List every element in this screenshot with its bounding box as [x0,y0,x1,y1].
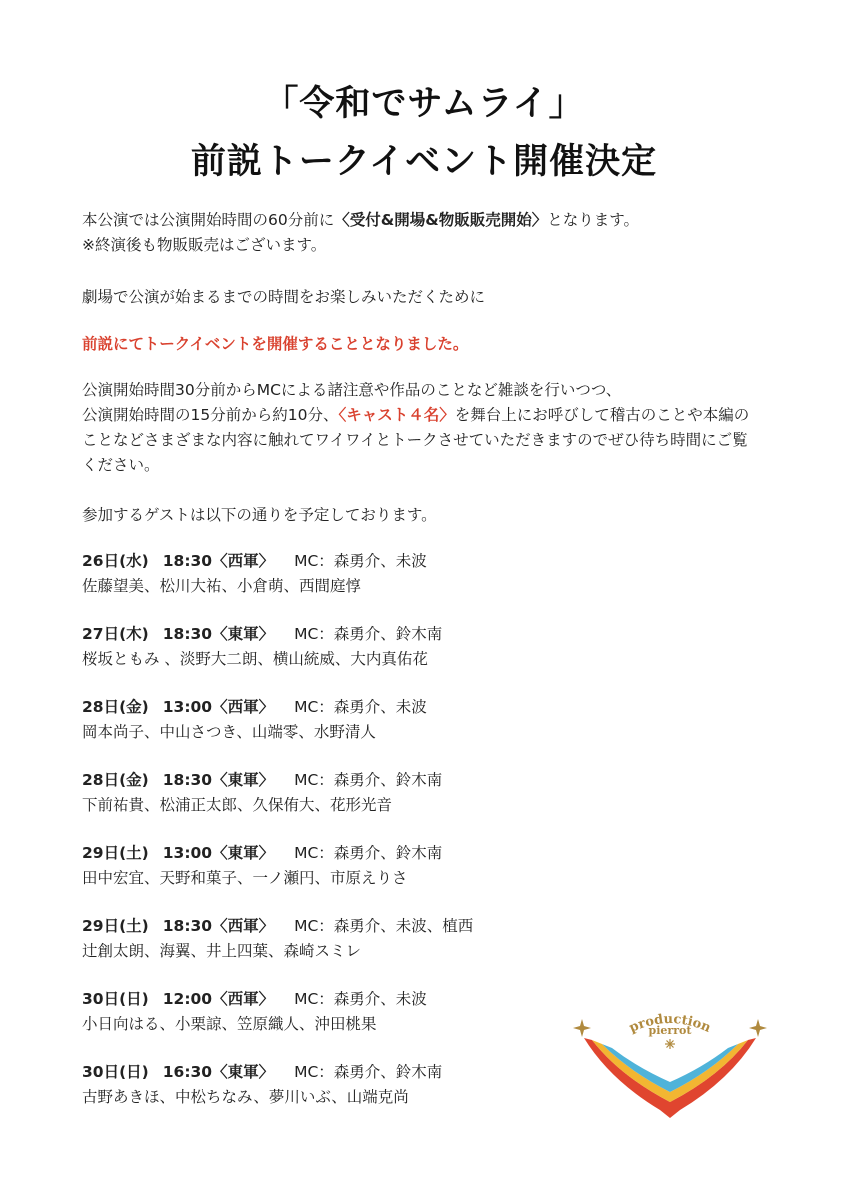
schedule-date: 29日(土) [82,844,149,862]
schedule-time: 18:30 [162,917,213,935]
cast-count-highlight: 〈キャスト４名〉 [338,406,455,424]
schedule-date: 30日(日) [82,1063,149,1081]
schedule-army: 〈東軍〉 [212,771,275,789]
sparkle-icon [665,1039,675,1049]
intro-text-end: となります。 [547,211,640,229]
intro-line-2: ※終演後も物販販売はございます。 [82,236,327,254]
schedule-header [82,622,602,647]
schedule-time: 13:00 [162,844,213,862]
title-line-1: 「令和でサムライ」 [263,84,585,124]
intro-bold: 〈受付&開場&物販販売開始〉 [334,211,548,229]
schedule-date: 28日(金) [82,771,149,789]
schedule-entry [82,841,602,891]
schedule-header [82,549,602,574]
intro-block [82,208,782,258]
schedule-header [82,695,602,720]
schedule-date: 28日(金) [82,698,149,716]
schedule-cast: 下前祐貴、松浦正太郎、久保侑大、花形光音 [82,796,393,814]
schedule-header [82,1060,602,1085]
intro-line-1 [82,208,782,233]
schedule-mc: MC：森勇介、未波 [294,698,427,716]
schedule-army: 〈東軍〉 [212,625,275,643]
schedule-time: 18:30 [162,625,213,643]
schedule-date: 29日(土) [82,917,149,935]
schedule-entry [82,1060,602,1110]
highlight-text: 前説にてトークイベントを開催することとなりました。 [82,335,469,353]
desc-text-end: を舞台上にお呼びして稽古のことや本編の [454,406,750,424]
desc-line-4: ください。 [82,456,160,474]
schedule-time: 18:30 [162,771,213,789]
desc-line-2 [82,403,782,428]
schedule-header [82,768,602,793]
schedule-army: 〈西軍〉 [212,917,275,935]
schedule-entry [82,549,602,599]
schedule-entry [82,987,602,1037]
star-icon-left [573,1019,591,1037]
schedule-mc: MC：森勇介、未波、植西 [294,917,474,935]
schedule-mc: MC：森勇介、未波 [294,552,427,570]
schedule-header [82,987,602,1012]
schedule-date: 30日(日) [82,990,149,1008]
description-block [82,378,782,478]
schedule-header [82,841,602,866]
schedule-entry [82,622,602,672]
schedule-cast: 小日向はる、小栗諒、笠原織人、沖田桃果 [82,1015,377,1033]
production-pierrot-logo [570,1010,770,1120]
schedule-army: 〈東軍〉 [212,844,275,862]
schedule-army: 〈西軍〉 [212,698,275,716]
schedule-mc: MC：森勇介、鈴木南 [294,771,443,789]
logo-text-line-1: production [627,1011,713,1036]
schedule-army: 〈東軍〉 [212,1063,275,1081]
desc-line-3: ことなどさまざまな内容に触れてワイワイとトークさせていただきますのでぜひ待ち時間にご覧 [82,431,748,449]
schedule-mc: MC：森勇介、鈴木南 [294,625,443,643]
desc-line-1: 公演開始時間30分前からMCによる諸注意や作品のことなど雑談を行いつつ、 [82,381,622,399]
schedule-mc: MC：森勇介、未波 [294,990,427,1008]
schedule-cast: 佐藤望美、松川大祐、小倉萌、西間庭惇 [82,577,362,595]
schedule-entry [82,768,602,818]
schedule-date: 27日(木) [82,625,149,643]
paragraph-2: 劇場で公演が始まるまでの時間をお楽しみいただくために [82,288,486,306]
schedule-time: 13:00 [162,698,213,716]
schedule-entry [82,695,602,745]
title-line-2: 前説トークイベント開催決定 [190,142,658,182]
schedule-cast: 古野あきほ、中松ちなみ、夢川いぶ、山端克尚 [82,1088,409,1106]
schedule-cast: 桜坂ともみ 、淡野大二朗、横山統威、大内真佑花 [82,650,428,668]
schedule-header [82,914,602,939]
schedule-time: 12:00 [162,990,213,1008]
intro-text: 本公演では公演開始時間の60分前に [82,211,335,229]
schedule-time: 18:30 [162,552,213,570]
guest-intro: 参加するゲストは以下の通りを予定しております。 [82,506,437,524]
schedule-date: 26日(水) [82,552,149,570]
star-icon-right [749,1019,767,1037]
schedule-entry [82,914,602,964]
schedule-army: 〈西軍〉 [212,552,275,570]
schedule-mc: MC：森勇介、鈴木南 [294,1063,443,1081]
schedule-time: 16:30 [162,1063,213,1081]
schedule-mc: MC：森勇介、鈴木南 [294,844,443,862]
schedule-cast: 岡本尚子、中山さつき、山端零、水野清人 [82,723,376,741]
schedule-cast: 田中宏宜、天野和菓子、一ノ瀬円、市原えりさ [82,869,408,887]
schedule-cast: 辻創太朗、海翼、井上四葉、森崎スミレ [82,942,362,960]
schedule-army: 〈西軍〉 [212,990,275,1008]
desc-text: 公演開始時間の15分前から約10分、 [82,406,339,424]
logo-text-line-2: pierrot [648,1024,692,1037]
